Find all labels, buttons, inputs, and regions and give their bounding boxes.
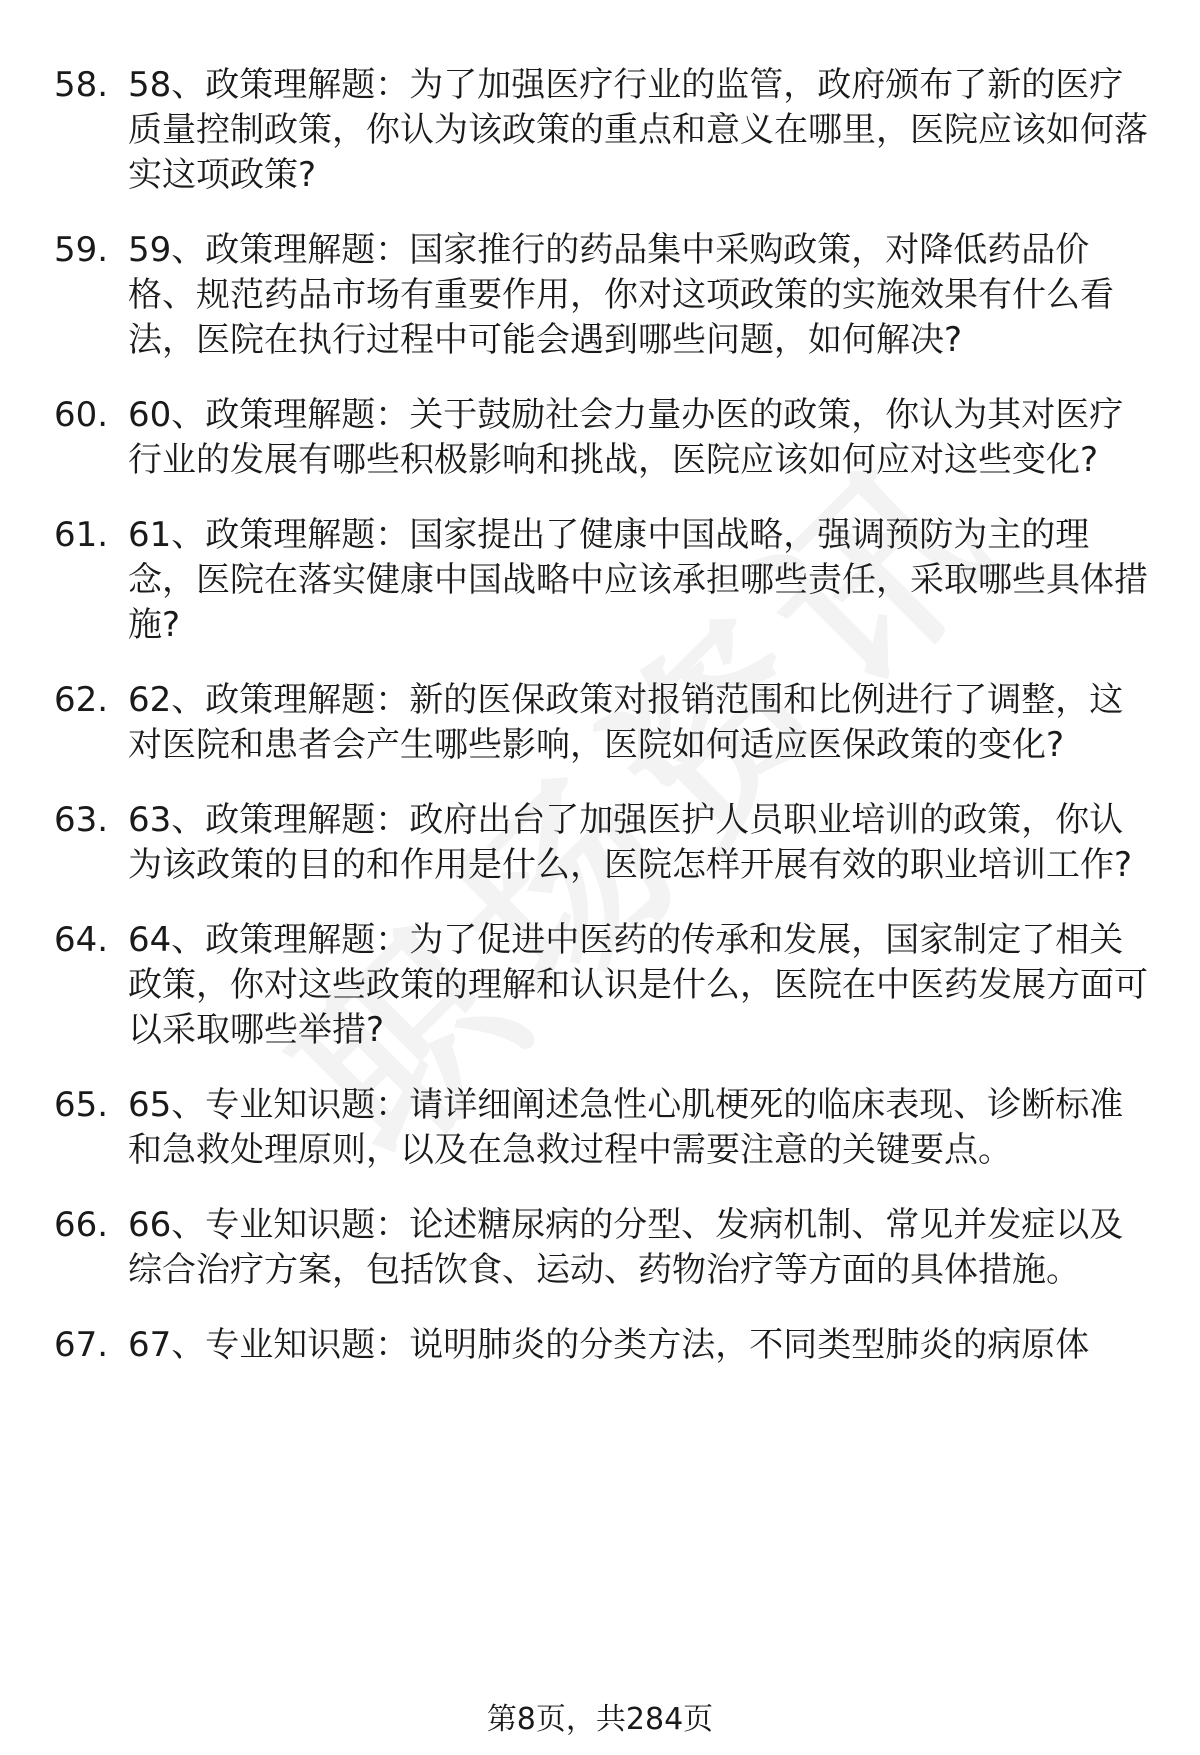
question-number: 67.	[54, 1325, 109, 1365]
question-text: 63、政策理解题：政府出台了加强医护人员职业培训的政策，你认为该政策的目的和作用是什么，医院怎样开展有效的职业培训工作?	[128, 800, 1133, 885]
list-item	[0, 798, 1200, 888]
question-text: 62、政策理解题：新的医保政策对报销范围和比例进行了调整，这对医院和患者会产生哪些影响，医院如何适应医保政策的变化?	[128, 680, 1124, 765]
list-item	[0, 1083, 1200, 1173]
question-number: 64.	[54, 920, 109, 960]
question-number: 65.	[54, 1085, 109, 1125]
question-text: 60、政策理解题：关于鼓励社会力量办医的政策，你认为其对医疗行业的发展有哪些积极影响和挑战，医院应该如何应对这些变化?	[128, 395, 1124, 480]
question-number: 59.	[54, 230, 109, 270]
question-number: 66.	[54, 1205, 109, 1245]
question-text: 64、政策理解题：为了促进中医药的传承和发展，国家制定了相关政策，你对这些政策的理解和认识是什么，医院在中医药发展方面可以采取哪些举措?	[128, 920, 1148, 1050]
question-number: 58.	[54, 65, 109, 105]
question-text: 61、政策理解题：国家提出了健康中国战略，强调预防为主的理念，医院在落实健康中国战略中应该承担哪些责任，采取哪些具体措施?	[128, 515, 1148, 645]
question-text: 65、专业知识题：请详细阐述急性心肌梗死的临床表现、诊断标准和急救处理原则，以及在急救过程中需要注意的关键要点。	[128, 1085, 1124, 1170]
list-item	[0, 63, 1200, 198]
page-footer: 第8页，共284页	[486, 1702, 714, 1737]
list-item	[0, 228, 1200, 363]
question-list	[0, 63, 1200, 1398]
question-text: 66、专业知识题：论述糖尿病的分型、发病机制、常见并发症以及综合治疗方案，包括饮食、运动、药物治疗等方面的具体措施。	[128, 1205, 1124, 1290]
question-number: 63.	[54, 800, 109, 840]
question-number: 62.	[54, 680, 109, 720]
question-text: 58、政策理解题：为了加强医疗行业的监管，政府颁布了新的医疗质量控制政策，你认为该政策的重点和意义在哪里，医院应该如何落实这项政策?	[128, 65, 1148, 195]
list-item	[0, 1203, 1200, 1293]
list-item	[0, 678, 1200, 768]
question-number: 61.	[54, 515, 109, 555]
question-text: 59、政策理解题：国家推行的药品集中采购政策，对降低药品价格、规范药品市场有重要作用，你对这项政策的实施效果有什么看法，医院在执行过程中可能会遇到哪些问题，如何解决?	[128, 230, 1114, 360]
list-item	[0, 513, 1200, 648]
list-item	[0, 1323, 1200, 1368]
question-text: 67、专业知识题：说明肺炎的分类方法，不同类型肺炎的病原体	[128, 1325, 1090, 1365]
list-item	[0, 918, 1200, 1053]
list-item	[0, 393, 1200, 483]
question-number: 60.	[54, 395, 109, 435]
